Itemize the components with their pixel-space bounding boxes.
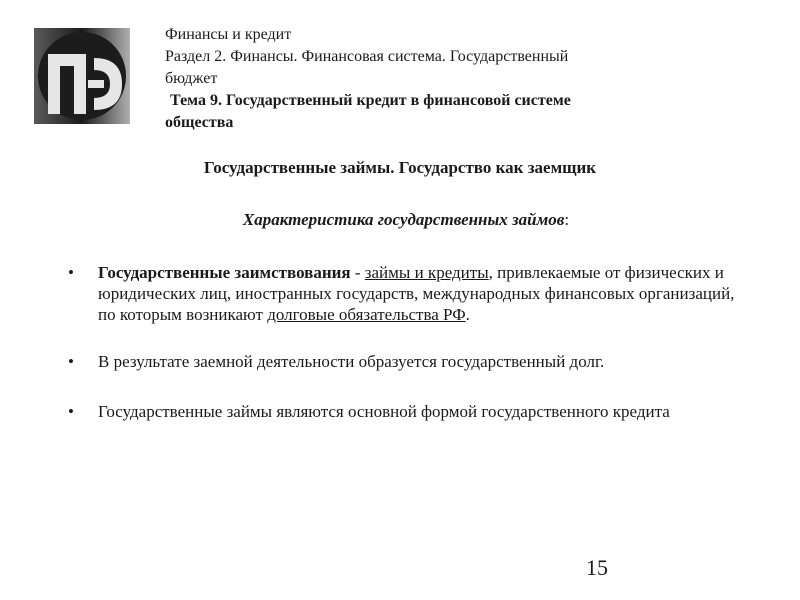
dash-text: -: [350, 263, 365, 282]
bullet-icon: •: [68, 402, 74, 421]
list-item: [68, 351, 738, 372]
subtitle-text: Характеристика государственных займов: [242, 210, 565, 229]
subtitle: [0, 210, 800, 230]
section-title: Раздел 2. Финансы. Финансовая система. Государственный: [165, 48, 569, 65]
topic-title: Тема 9. Государственный кредит в финансовой системе: [170, 92, 571, 109]
loans-credits-link[interactable]: займы и кредиты: [364, 263, 489, 282]
topic-title-cont: общества: [165, 114, 234, 131]
section-title-cont: бюджет: [165, 70, 218, 87]
list-item: [68, 262, 738, 325]
bullet-text: В результате заемной деятельности образуется государственный долг.: [98, 352, 605, 371]
pg-logo-icon: [34, 28, 130, 124]
bold-term: Государственные заимствования: [98, 263, 351, 282]
list-item: [68, 401, 738, 422]
course-name: Финансы и кредит: [165, 26, 292, 43]
subtitle-colon: :: [564, 210, 570, 229]
debt-obligations-link[interactable]: долговые обязательства РФ: [267, 305, 466, 324]
bullet-icon: •: [68, 263, 74, 282]
bullet-list: [68, 262, 738, 422]
bullet-text: , привлекаемые от физических и юридических лиц, иностранных государств, международных финансовых организаций, по которым возникают: [98, 263, 735, 324]
page-number: 15: [586, 555, 608, 580]
slide-header: [165, 24, 725, 134]
bullet-text-end: .: [465, 305, 470, 324]
page-title: Государственные займы. Государство как заемщик: [203, 158, 597, 177]
bullet-icon: •: [68, 352, 74, 371]
bullet-text: Государственные займы являются основной формой государственного кредита: [98, 402, 670, 421]
